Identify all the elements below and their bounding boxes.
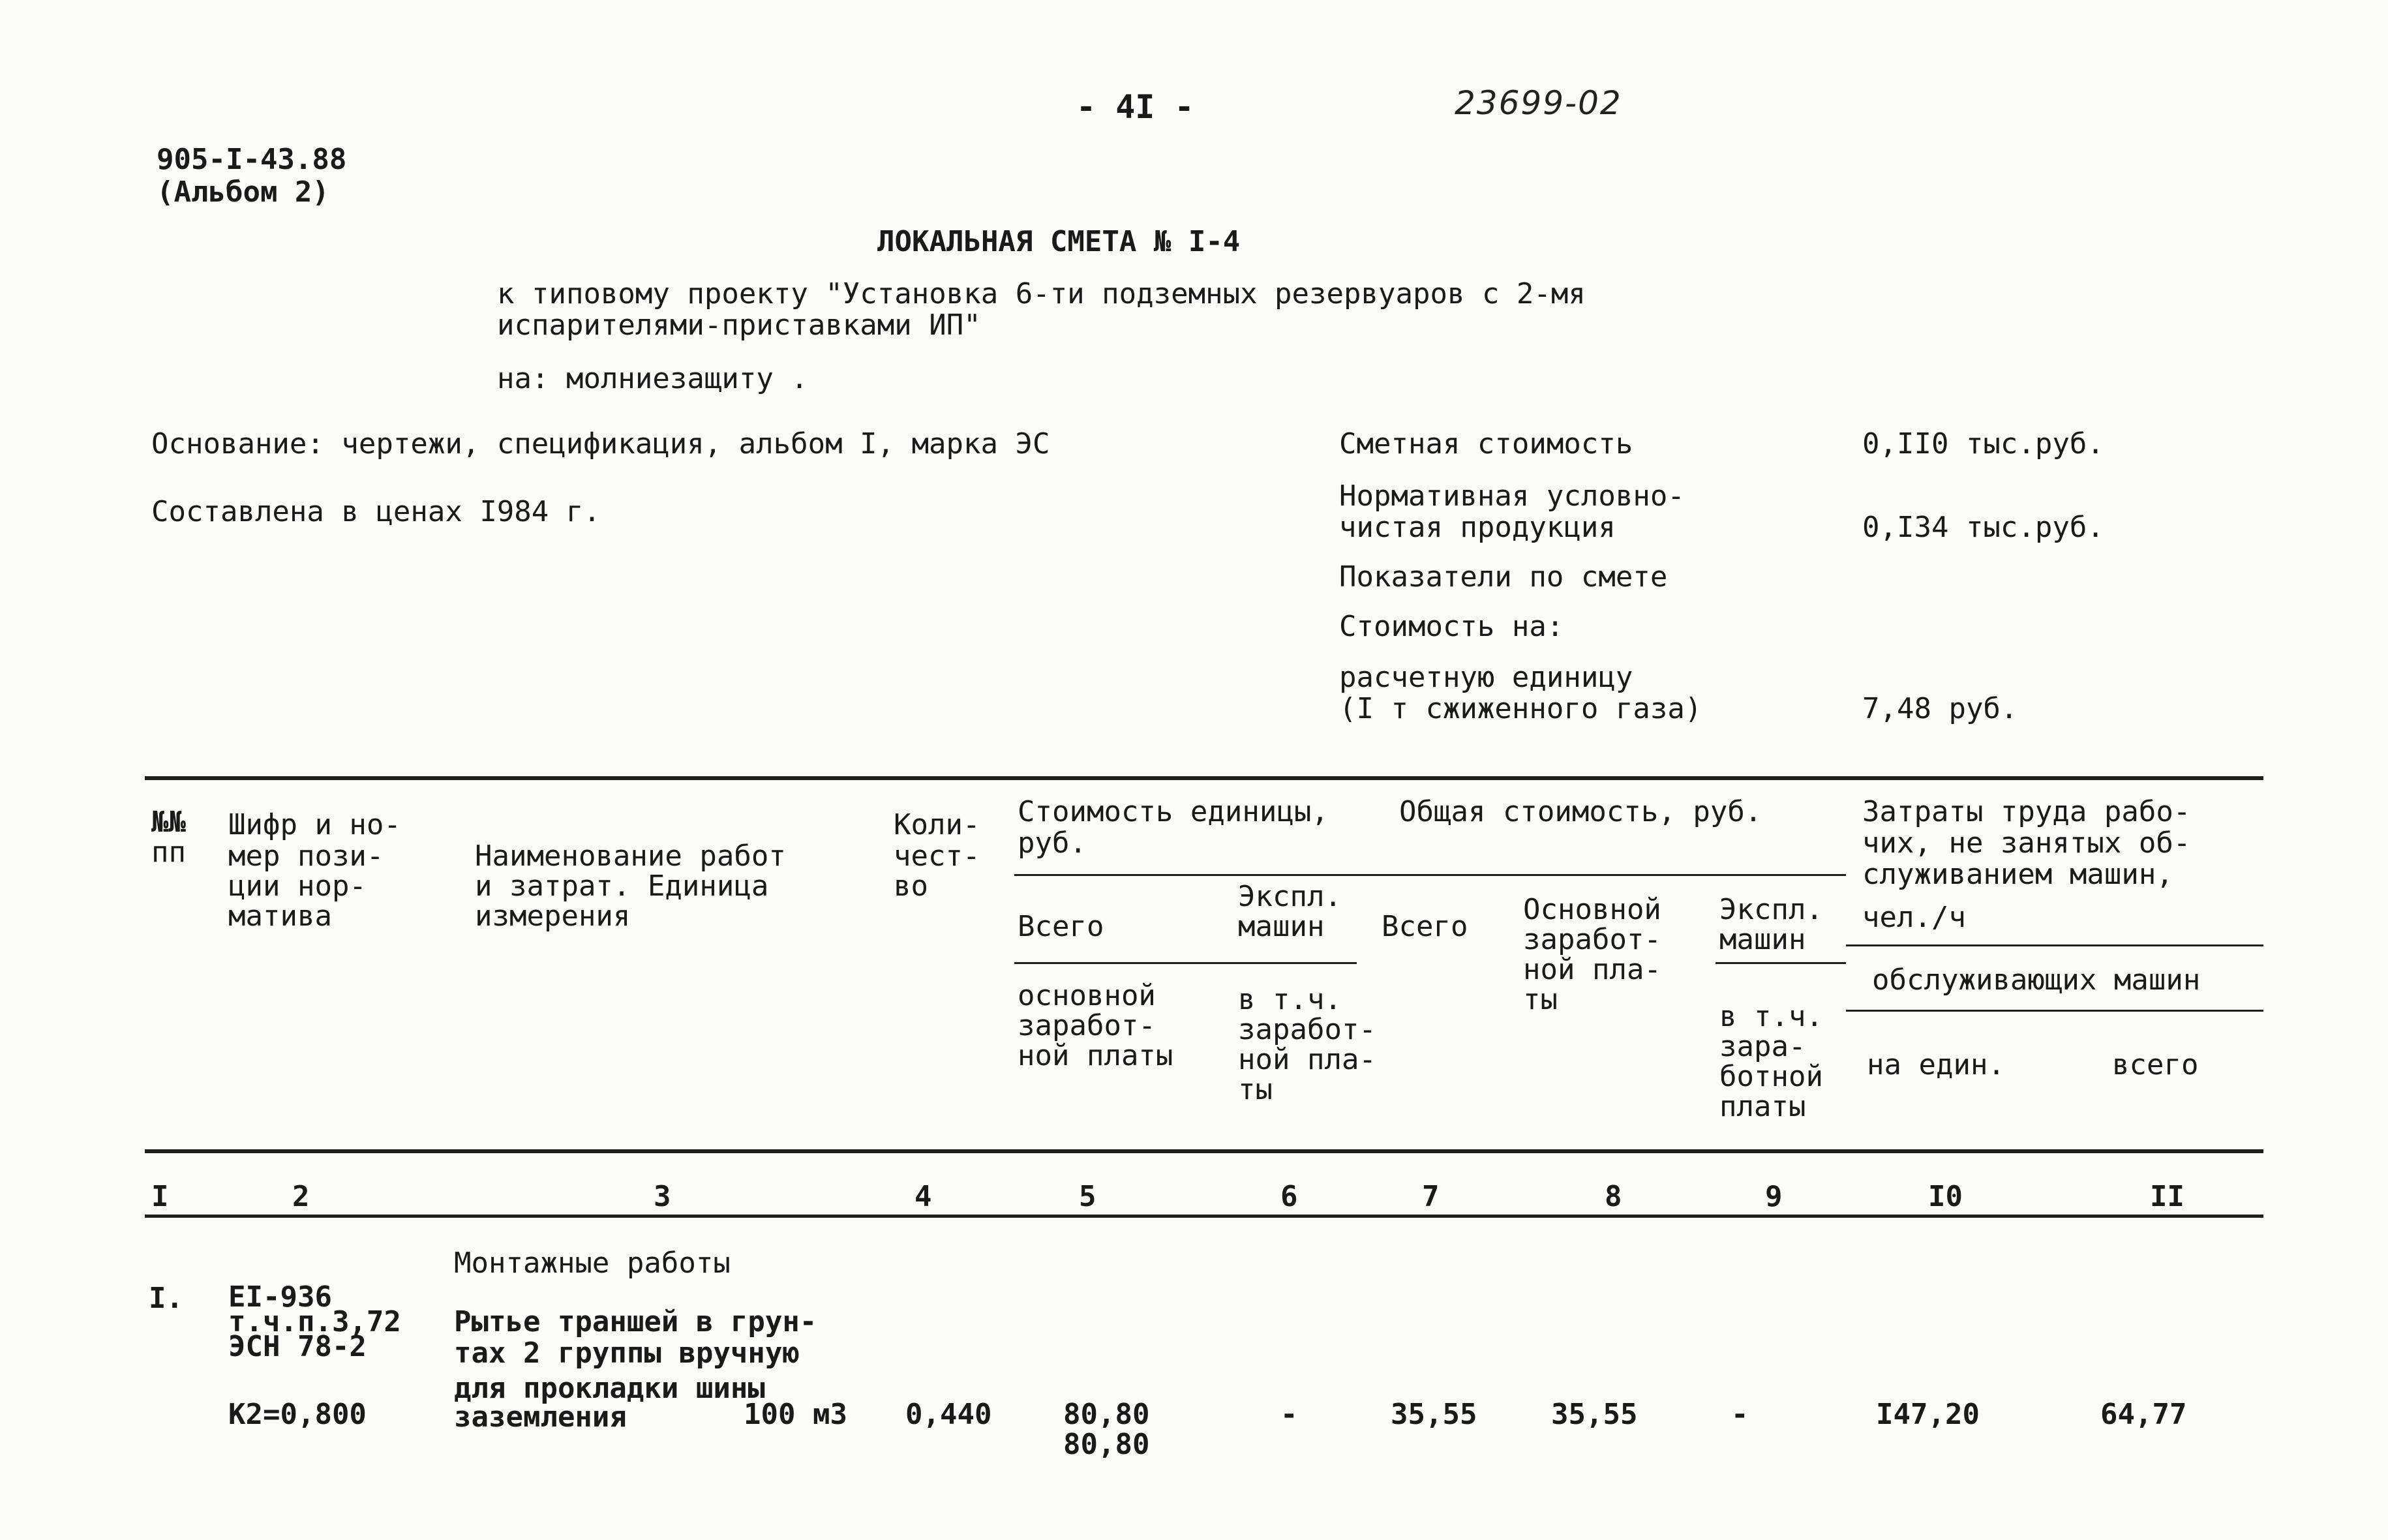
header-col3-line2: и затрат. Единица (475, 869, 769, 903)
labor-rule-2 (1846, 1010, 2263, 1012)
row-name-line2: тах 2 группы вручную (454, 1336, 800, 1370)
machine-pay-subrule (1715, 962, 1846, 964)
col-number-7: 7 (1422, 1180, 1440, 1213)
header-col9-mach-line1: Экспл. (1719, 893, 1823, 926)
header-col9-mach-line2: машин (1719, 923, 1806, 956)
header-bottom-rule (145, 1149, 2263, 1153)
header-col6-mach-line1: Экспл. (1238, 880, 1342, 913)
header-col9-pay-line1: в т.ч. (1719, 1000, 1823, 1033)
header-col4-line3: во (894, 869, 928, 903)
row-col8-value: 35,55 (1551, 1398, 1638, 1431)
header-col2-line4: матива (228, 899, 332, 933)
header-unit-cost-line2: руб. (1018, 826, 1087, 860)
header-col9-pay-line2: зара- (1719, 1030, 1806, 1063)
header-col5-total: Всего (1018, 910, 1104, 943)
header-col11-total: всего (2112, 1048, 2199, 1081)
unit-label-2: (I т сжиженного газа) (1339, 692, 1702, 725)
header-col8-line1: Основной (1523, 893, 1661, 926)
row-number: I. (149, 1282, 183, 1315)
header-col6-pay-line4: ты (1238, 1073, 1273, 1106)
header-col5-pay-line2: заработ- (1018, 1009, 1156, 1042)
header-col6-pay-line3: ной пла- (1238, 1043, 1376, 1076)
col-number-11: II (2150, 1180, 2184, 1213)
page-number: - 4I - (1076, 88, 1194, 126)
row-name-line4: заземления (454, 1400, 627, 1434)
price-level: Составлена в ценах I984 г. (151, 495, 601, 528)
section-title: Монтажные работы (454, 1246, 731, 1280)
col-number-9: 9 (1765, 1180, 1783, 1213)
col-number-10: I0 (1928, 1180, 1963, 1213)
row-col7-value: 35,55 (1391, 1398, 1477, 1431)
col-number-5: 5 (1079, 1180, 1096, 1213)
header-col4-line2: чест- (894, 839, 980, 873)
header-col2-line1: Шифр и но- (228, 808, 401, 841)
header-col9-pay-line3: ботной (1719, 1060, 1823, 1093)
header-col6-pay-line2: заработ- (1238, 1013, 1376, 1046)
header-col9-pay-line4: платы (1719, 1090, 1806, 1123)
header-col5-pay-line1: основной (1018, 979, 1156, 1012)
col-number-8: 8 (1605, 1180, 1622, 1213)
header-col4-line1: Коли- (894, 808, 980, 841)
row-quantity: 0,440 (905, 1398, 992, 1431)
col-number-4: 4 (914, 1180, 932, 1213)
header-labor-line4: чел./ч (1862, 901, 1966, 934)
normative-product-label-2: чистая продукция (1339, 511, 1616, 544)
header-col8-line4: ты (1523, 983, 1558, 1016)
row-unit-cost-total: 80,80 (1063, 1398, 1150, 1431)
row-name-line3: для прокладки шины (454, 1372, 765, 1405)
row-code-line1: EI-936 (228, 1280, 332, 1314)
header-serving-machines: обслуживающих машин (1872, 963, 2201, 997)
row-code-line3: ЭСН 78-2 (228, 1330, 367, 1363)
row-col9-value: - (1731, 1398, 1749, 1431)
unit-label-1: расчетную единицу (1339, 661, 1633, 694)
project-code: 905-I-43.88 (157, 143, 347, 176)
header-total-cost: Общая стоимость, руб. (1399, 795, 1762, 828)
header-col1-line1: №№ (151, 806, 186, 839)
header-col2-line2: мер пози- (228, 839, 384, 873)
header-col7-total: Всего (1382, 910, 1468, 943)
unit-cost-value: 7,48 руб. (1862, 692, 2018, 725)
normative-product-value: 0,I34 тыс.руб. (1862, 511, 2104, 544)
header-labor-line3: служиванием машин, (1862, 858, 2173, 891)
indicators-label: Показатели по смете (1339, 560, 1668, 594)
row-col6-value: - (1280, 1398, 1298, 1431)
header-col8-line3: ной пла- (1523, 953, 1661, 986)
header-col5-pay-line3: ной платы (1018, 1039, 1173, 1072)
row-col10-value: I47,20 (1876, 1398, 1980, 1431)
row-unit-cost-pay: 80,80 (1063, 1428, 1150, 1461)
estimated-cost-value: 0,II0 тыс.руб. (1862, 427, 2104, 460)
header-per-unit: на един. (1867, 1048, 2005, 1081)
header-col6-pay-line1: в т.ч. (1238, 983, 1342, 1016)
row-col11-value: 64,77 (2100, 1398, 2187, 1431)
header-col8-line2: заработ- (1523, 923, 1661, 956)
estimate-title: ЛОКАЛЬНАЯ СМЕТА № I-4 (877, 225, 1241, 258)
header-col1-line2: пп (151, 836, 186, 869)
column-numbers-rule (145, 1215, 2263, 1218)
col-number-3: 3 (654, 1180, 671, 1213)
estimate-subject: на: молниезащиту . (497, 362, 808, 395)
project-description-line-1: к типовому проекту "Установка 6-ти подземных резервуаров с 2-мя (497, 277, 1586, 310)
col-number-1: I (151, 1180, 169, 1213)
header-labor-line2: чих, не занятых об- (1862, 826, 2191, 860)
album-label: (Альбом 2) (157, 175, 329, 209)
project-description-line-2: испарителями-приставками ИП" (497, 309, 981, 342)
table-top-rule (145, 776, 2263, 780)
header-col6-mach-line2: машин (1238, 910, 1325, 943)
labor-rule-1 (1846, 944, 2263, 946)
header-col3-line3: измерения (475, 899, 631, 933)
document-number: 23699-02 (1455, 84, 1622, 122)
unit-cost-underline (1014, 874, 1846, 876)
header-col3-line1: Наименование работ (475, 839, 786, 873)
row-code-line4: K2=0,800 (228, 1398, 367, 1431)
unit-cost-subrule (1014, 962, 1357, 964)
row-name-line1: Рытье траншей в грун- (454, 1305, 817, 1338)
estimate-basis: Основание: чертежи, спецификация, альбом I, марка ЭС (151, 427, 1050, 460)
header-col2-line3: ции нор- (228, 869, 367, 903)
header-labor-line1: Затраты труда рабо- (1862, 795, 2191, 828)
header-unit-cost-line1: Стоимость единицы, (1018, 795, 1329, 828)
col-number-2: 2 (292, 1180, 310, 1213)
row-unit: 100 м3 (744, 1398, 847, 1431)
cost-for-label: Стоимость на: (1339, 610, 1564, 643)
row-code-line2: т.ч.п.3,72 (228, 1305, 401, 1338)
normative-product-label-1: Нормативная условно- (1339, 479, 1685, 513)
col-number-6: 6 (1280, 1180, 1298, 1213)
estimated-cost-label: Сметная стоимость (1339, 427, 1633, 460)
